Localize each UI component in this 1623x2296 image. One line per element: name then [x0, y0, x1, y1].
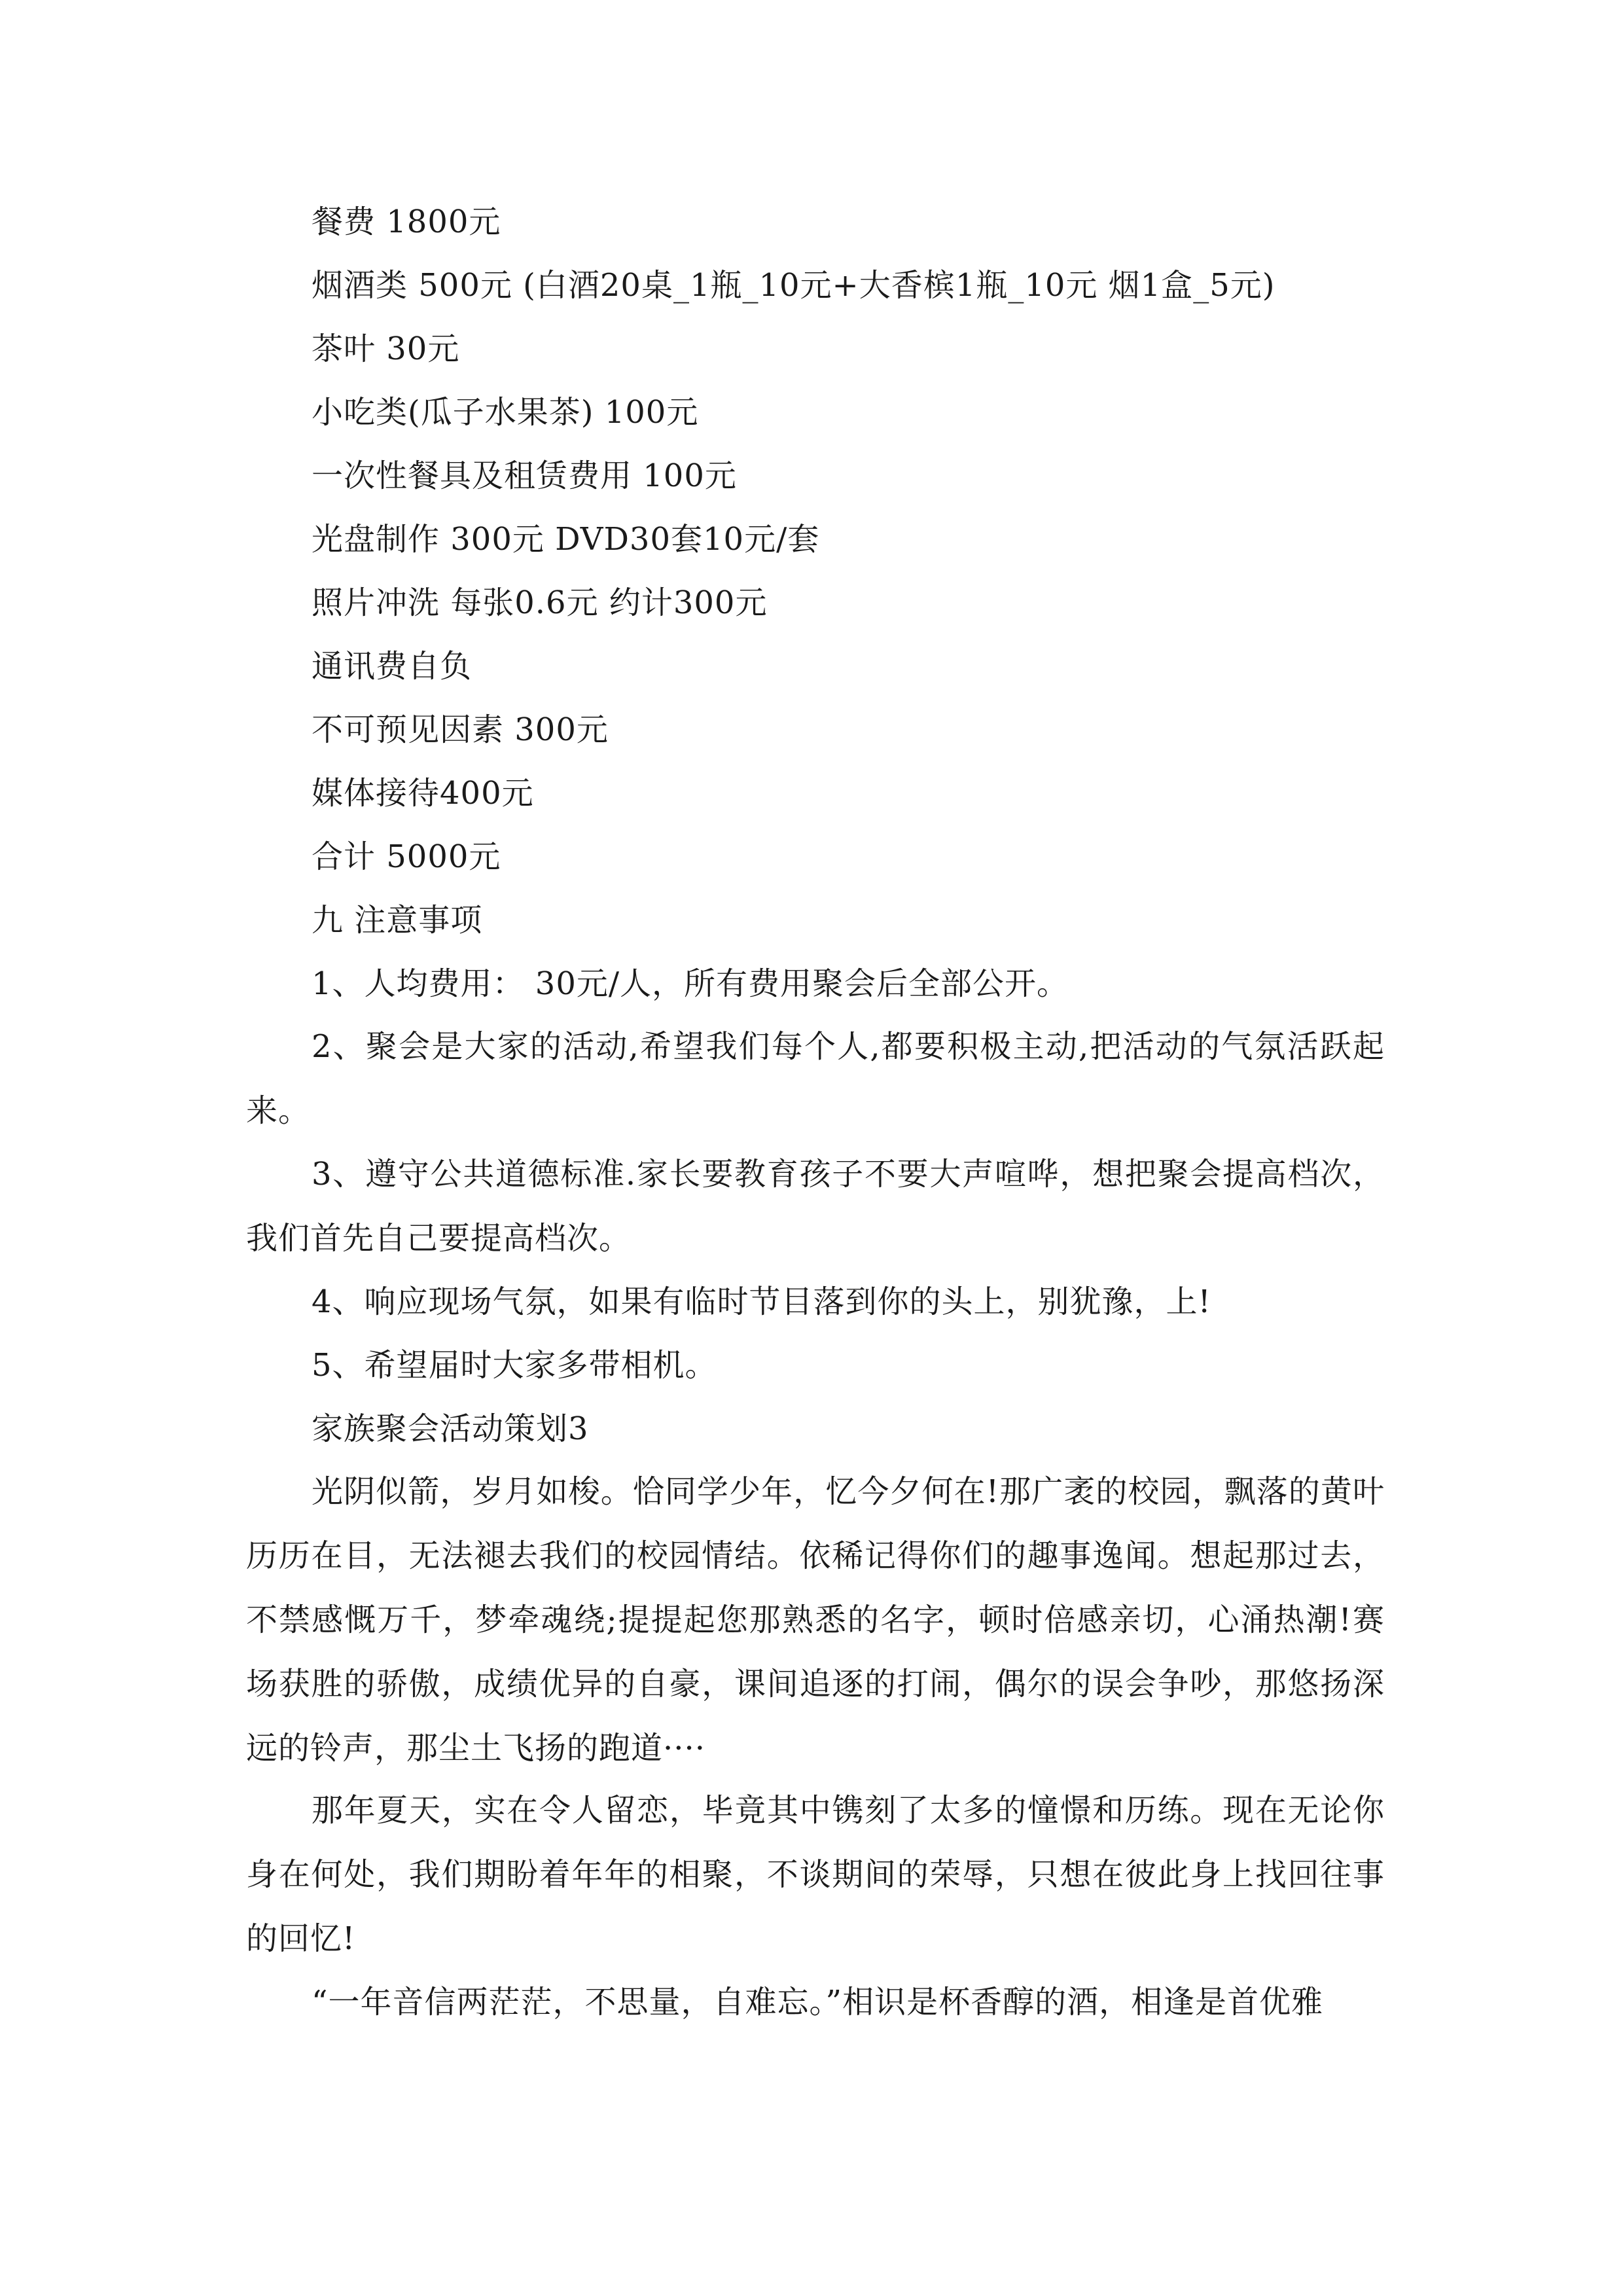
budget-item-disc: 光盘制作 300元 DVD30套10元/套 [312, 521, 820, 558]
note-item-4: 4、响应现场气氛，如果有临时节目落到你的头上，别犹豫，上! [312, 1283, 1211, 1320]
note-item-2: 2、聚会是大家的活动,希望我们每个人,都要积极主动,把活动的气氛活跃起来。 [246, 1028, 1385, 1129]
budget-item-media: 媒体接待400元 [312, 775, 534, 812]
budget-item-meals: 餐费 1800元 [312, 204, 501, 240]
budget-item-total: 合计 5000元 [312, 838, 501, 875]
budget-item-photos: 照片冲洗 每张0.6元 约计300元 [312, 584, 768, 621]
budget-item-communication: 通讯费自负 [312, 648, 473, 685]
note-item-1: 1、人均费用： 30元/人，所有费用聚会后全部公开。 [312, 965, 1069, 1002]
note-item-5: 5、希望届时大家多带相机。 [312, 1347, 717, 1384]
note-item-3: 3、遵守公共道德标准.家长要教育孩子不要大声喧哗，想把聚会提高档次，我们首先自己要提高档次。 [246, 1156, 1385, 1257]
budget-item-tobacco-alcohol: 烟酒类 500元 (白酒20桌_1瓶_10元+大香槟1瓶_10元 烟1盒_5元) [312, 267, 1275, 304]
paragraph-1: 光阴似箭，岁月如梭。恰同学少年，忆今夕何在!那广袤的校园，飘落的黄叶历历在目，无法褪去我们的校园情结。依稀记得你们的趣事逸闻。想起那过去，不禁感慨万千，梦牵魂绕;提提起您那熟悉的名字，顿时倍感亲切，心涌热潮!赛场获胜的骄傲，成绩优异的自豪，课间追逐的打闹，偶尔的误会争吵，那悠扬深远的铃声，那尘土飞扬的跑道···· [246, 1473, 1385, 1767]
budget-item-tea: 茶叶 30元 [312, 331, 460, 367]
paragraph-2: 那年夏天，实在令人留恋，毕竟其中镌刻了太多的憧憬和历练。现在无论你身在何处，我们期盼着年年的相聚，不谈期间的荣辱，只想在彼此身上找回往事的回忆! [246, 1792, 1385, 1957]
budget-item-snacks: 小吃类(瓜子水果茶) 100元 [312, 394, 699, 431]
budget-item-tableware: 一次性餐具及租赁费用 100元 [312, 457, 737, 494]
section-title: 家族聚会活动策划3 [312, 1410, 589, 1447]
notes-heading: 九 注意事项 [312, 902, 483, 939]
budget-item-contingency: 不可预见因素 300元 [312, 711, 609, 748]
paragraph-3: “一年音信两茫茫，不思量，自难忘。”相识是杯香醇的酒，相逢是首优雅 [312, 1984, 1324, 2020]
